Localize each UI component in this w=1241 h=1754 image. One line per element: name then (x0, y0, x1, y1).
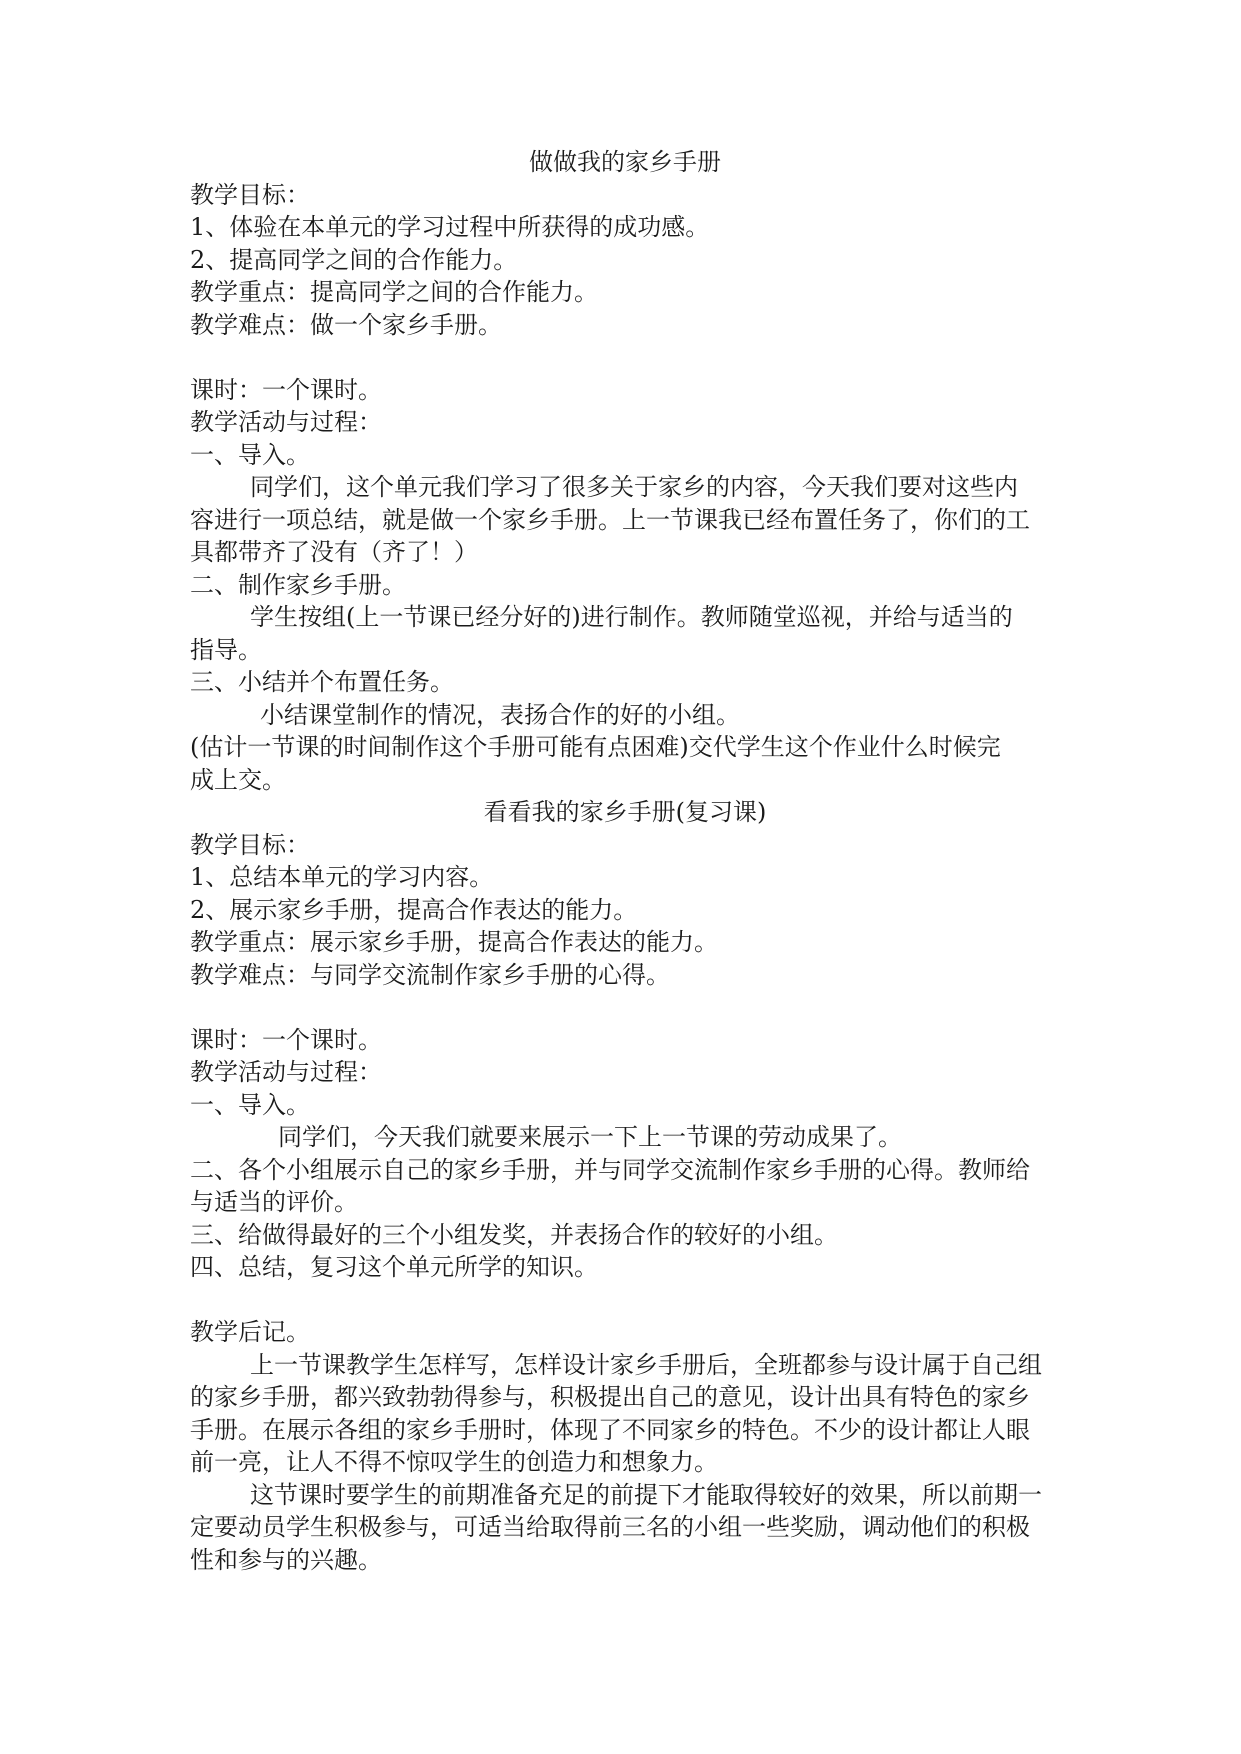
lesson1-step1-text: 容进行一项总结，就是做一个家乡手册。上一节课我已经布置任务了，你们的工 (190, 505, 1030, 534)
notes-paragraph-2: 这节课时要学生的前期准备充足的前提下才能取得较好的效果，所以前期一 (250, 1480, 1042, 1509)
spacer (190, 991, 1060, 1024)
lesson2-step4-text: 四、总结，复习这个单元所学的知识。 (190, 1253, 598, 1281)
spacer (190, 1284, 1060, 1317)
lesson2-step1-text: 同学们，今天我们就要来展示一下上一节课的劳动成果了。 (278, 1123, 902, 1151)
lesson1-step2-text: 学生按组(上一节课已经分好的)进行制作。教师随堂巡视，并给与适当的 (250, 603, 1013, 631)
lesson1-key-point: 教学重点：提高同学之间的合作能力。 (190, 278, 598, 306)
lesson1-step3-text: 小结课堂制作的情况，表扬合作的好的小组。 (260, 700, 740, 729)
notes-paragraph-1: 手册。在展示各组的家乡手册时，体现了不同家乡的特色。不少的设计都让人眼 (190, 1415, 1030, 1444)
spacer (190, 341, 1060, 374)
lesson2-process-heading: 教学活动与过程： (190, 1058, 382, 1086)
lesson2-title: 看看我的家乡手册(复习课) (483, 798, 767, 826)
document-page (190, 146, 1060, 1576)
lesson2-step2-text: 与适当的评价。 (190, 1188, 358, 1216)
lesson1-process-heading: 教学活动与过程： (190, 408, 382, 436)
lesson1-step3-text: (估计一节课的时间制作这个手册可能有点困难)交代学生这个作业什么时候完 (190, 733, 1001, 761)
notes-paragraph-1: 的家乡手册，都兴致勃勃得参与，积极提出自己的意见，设计出具有特色的家乡 (190, 1383, 1030, 1411)
lesson2-goal-2: 2、展示家乡手册，提高合作表达的能力。 (190, 895, 638, 924)
lesson2-step1-heading: 一、导入。 (190, 1090, 310, 1119)
lesson1-period: 课时：一个课时。 (190, 375, 382, 404)
lesson1-step1-text: 具都带齐了没有（齐了！） (190, 538, 478, 566)
lesson1-step1-text: 同学们，这个单元我们学习了很多关于家乡的内容，今天我们要对这些内 (250, 473, 1018, 501)
notes-paragraph-2: 性和参与的兴趣。 (190, 1545, 382, 1574)
lesson2-period: 课时：一个课时。 (190, 1025, 382, 1054)
lesson1-step1-heading: 一、导入。 (190, 440, 310, 469)
lesson1-step2-heading: 二、制作家乡手册。 (190, 570, 406, 599)
lesson2-step2-text: 二、各个小组展示自己的家乡手册，并与同学交流制作家乡手册的心得。教师给 (190, 1155, 1030, 1184)
lesson2-goal-1: 1、总结本单元的学习内容。 (190, 863, 494, 891)
lesson2-step3-text: 三、给做得最好的三个小组发奖，并表扬合作的较好的小组。 (190, 1220, 838, 1249)
notes-paragraph-2: 定要动员学生积极参与，可适当给取得前三名的小组一些奖励，调动他们的积极 (190, 1513, 1030, 1541)
notes-paragraph-1: 前一亮，让人不得不惊叹学生的创造力和想象力。 (190, 1448, 718, 1476)
lesson1-step3-heading: 三、小结并个布置任务。 (190, 668, 454, 696)
lesson1-goals-heading: 教学目标： (190, 180, 310, 209)
notes-paragraph-1: 上一节课教学生怎样写，怎样设计家乡手册后，全班都参与设计属于自己组 (250, 1350, 1042, 1379)
lesson2-difficulty: 教学难点：与同学交流制作家乡手册的心得。 (190, 960, 670, 989)
notes-heading: 教学后记。 (190, 1318, 310, 1346)
lesson1-difficulty: 教学难点：做一个家乡手册。 (190, 310, 502, 339)
lesson1-goal-2: 2、提高同学之间的合作能力。 (190, 245, 518, 274)
lesson1-step2-text: 指导。 (190, 635, 262, 664)
lesson1-title: 做做我的家乡手册 (529, 148, 721, 176)
lesson1-goal-1: 1、体验在本单元的学习过程中所获得的成功感。 (190, 213, 710, 241)
lesson1-step3-text: 成上交。 (190, 765, 286, 794)
lesson2-goals-heading: 教学目标： (190, 830, 310, 859)
lesson2-key-point: 教学重点：展示家乡手册，提高合作表达的能力。 (190, 928, 718, 956)
